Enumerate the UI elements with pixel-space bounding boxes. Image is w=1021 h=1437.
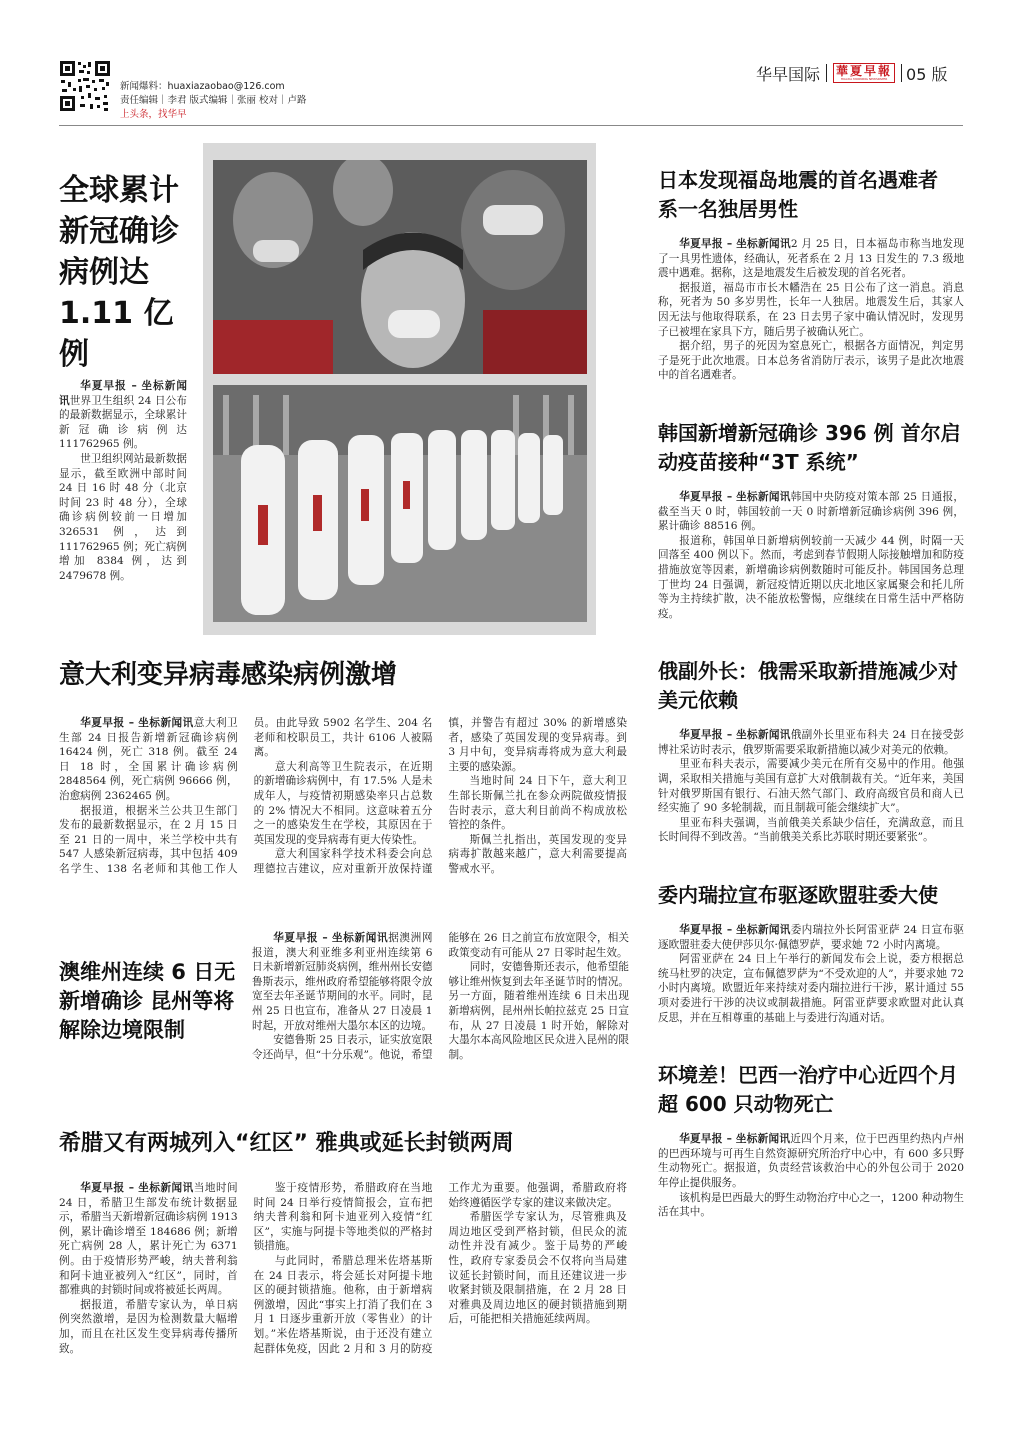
article-korea-body: 华夏早报 – 坐标新闻讯韩国中央防疫对策本部 25 日通报，截至当天 0 时，韩国较前一天 0 时新增新冠确诊病例 396 例，累计确诊 88516 例。 报道称，韩国单日新增病例较前一天减少 44 例，时隔一天回落至 400 例以下。然而，考虑到春节假期人际接触增加和防疫措施放宽等因素，新增确诊病例数随时可能反扑。韩国国务总理丁世均 24 日强调，新冠疫情近期以庆北地区家属聚会和托儿所等为主持续扩散，决不能放松警惕，应继续在日常生活中严格防疫。: [658, 490, 964, 620]
hotline-email: 新闻爆料：huaxiazaobao@126.com: [120, 81, 285, 92]
crowd-masked-woman-photo: [213, 160, 587, 374]
article-victoria-body: 华夏早报 – 坐标新闻讯据澳洲网报道，澳大利亚维多利亚州连续第 6 日未新增新冠肺炎病例，维州州长安德鲁斯表示，维州政府希望能够将限令放宽至去年圣诞节期间的水平。同时，昆州 25 日也宣布，准备从 27 日凌晨 1 时起，开放对维州大墨尔本区的边境。 安德鲁斯 25 日表示，证实放宽限令还尚早，但“十分乐观”。他说，希望能够在 26 日之前宣布放宽限令，相关政策变动有可能从 27 日零时起生效。 同时，安德鲁斯还表示，他希望能够让维州恢复到去年圣诞节时的情况。另一方面，随着维州连续 6 日未出现新增病例，昆州州长帕拉兹克 25 日宣布，从 27 日凌晨 1 时开始，解除对大墨尔本高风险地区民众进入昆州的限制。: [252, 932, 629, 1061]
paragraph: 安德鲁斯 25 日表示，证实放宽限令还尚早，但“十分乐观”。他说，希望能够在 26 日之前宣布放宽限令，相关政策变动有可能从 27 日零时起生效。: [252, 932, 629, 1061]
paragraph: 该机构是巴西最大的野生动物治疗中心之一，1200 种动物生活在其中。: [658, 1191, 964, 1219]
paragraph: 里亚布科夫表示，需要减少美元在所有交易中的作用。他强调，采取相关措施与美国有意扩大对俄制裁有关。“近年来，美国针对俄罗斯国有银行、石油天然气部门、政府高级官员和商人已经实施了 90 多轮制裁，而且制裁可能会继续扩大”。: [658, 758, 964, 815]
headline-russia: 俄副外长：俄需采取新措施减少对美元依赖: [658, 659, 958, 713]
paragraph: 据报道，根据米兰公共卫生部门发布的最新数据显示，在 2 月 15 日至 21 日的一周中，米兰学校中共有 547 人感染新冠病毒，其中包括 409 名学生、138 名老师和其他工作人员。由此导致 5902 名学生、204 名老师和校职员工，共计 6106 人被隔离。: [59, 717, 433, 875]
article-greece-body: 华夏早报 – 坐标新闻讯当地时间 24 日，希腊卫生部发布统计数据显示，希腊当天新增新冠确诊病例 1913 例，累计确诊增至 184686 例；新增死亡病例 28 人，累计死亡为 6371 例。由于疫情形势严峻，纳夫普利翁和阿卡迪亚被列入“红区”，同时，首都雅典的封锁时间或将被延长两周。 据报道，希腊专家认为，单日病例突然激增，是因为检测数量大幅增加，而且在社区发生变异病毒传播所致。 鉴于疫情形势，希腊政府在当地时间 24 日举行疫情简报会，宣布把纳夫普利翁和阿卡迪亚列入疫情“红区”，实施与阿提卡等地类似的严格封锁措施。 与此同时，希腊总理米佐塔基斯在 24 日表示，将会延长对阿提卡地区的硬封锁措施。他称，由于新增病例激增，因此“事实上打消了我们在 3 月 1 日逐步重新开放（零售业）的计划。”米佐塔基斯说，由于还没有建立起群体免疫，因此 2 月和 3 月的防疫工作尤为重要。他强调，希腊政府将始终遵循医学专家的建议来做决定。 希腊医学专家认为，尽管雅典及周边地区受到严格封锁，但民众的流动性并没有减少。鉴于局势的严峻性，政府专家委员会不仅将向当局建议延长封锁时间，而且还建议进一步收紧封锁及限制措施，在 2 月 28 日对雅典及周边地区的硬封锁措施到期后，可能把相关措施延续两周。: [59, 1182, 627, 1355]
headline-victoria: 澳维州连续 6 日无新增确诊 昆州等将解除边境限制: [59, 960, 236, 1042]
paragraph: 据报道，福岛市市长木幡浩在 25 日公布了这一消息。消息称，死者为 50 多岁男性，长年一人独居。地震发生后，其家人因无法与他取得联系，在 23 日去男子家中确认情况时，发现男子已被埋在家具下方，随后男子被确认死亡。: [658, 281, 964, 338]
editor-credits: 责任编辑｜李君 版式编辑｜张丽 校对｜卢路: [120, 95, 307, 106]
paragraph: 据报道，希腊专家认为，单日病例突然激增，是因为检测数量大幅增加，而且在社区发生变异病毒传播所致。: [59, 1298, 238, 1355]
paragraph: 当地时间 24 日下午，意大利卫生部长斯佩兰扎在参众两院做疫情报告时表示，意大利目前尚不构成放松管控的条件。: [448, 775, 627, 832]
paragraph: 鉴于疫情形势，希腊政府在当地时间 24 日举行疫情简报会，宣布把纳夫普利翁和阿卡迪亚列入疫情“红区”，实施与阿提卡等地类似的严格封锁措施。: [253, 1182, 433, 1253]
headline-greece: 希腊又有两城列入“红区” 雅典或延长封锁两周: [59, 1131, 514, 1156]
paragraph: 意大利国家科学技术科委会向总理德拉吉建议，应对重新开放保持谨慎，并警告有超过 30% 的新增感染者，感染了英国发现的变异病毒。到 3 月中旬，变异病毒将成为意大利最主要的感染源。: [253, 717, 627, 875]
article-global-body: 华夏早报 – 坐标新闻讯世界卫生组织 24 日公布的最新数据显示，全球累计新冠确诊病例达 111762965 例。 世卫组织网站最新数据显示，截至欧洲中部时间 24 日 16 时 48 分（北京时间 23 时 48 分），全球确诊病例较前一日增加 326531 例，达到 111762965 例；死亡病例增加 8384 例，达到 2479678 例。: [59, 380, 187, 582]
paragraph: 同时，安德鲁斯还表示，他希望能够让维州恢复到去年圣诞节时的情况。另一方面，随着维州连续 6 日未出现新增病例，昆州州长帕拉兹克 25 日宣布，从 27 日凌晨 1 时开始，解除对大墨尔本高风险地区民众进入昆州的限制。: [448, 961, 629, 1061]
article-lead: 华夏早报 – 坐标新闻讯: [80, 717, 194, 729]
masthead-logo: 華夏早報 HUAXIA MORNING NEWSPAPER: [833, 63, 895, 83]
article-lead: 华夏早报 – 坐标新闻讯: [679, 729, 791, 742]
header-divider: [901, 64, 902, 82]
paragraph: 与此同时，希腊总理米佐塔基斯在 24 日表示，将会延长对阿提卡地区的硬封锁措施。他称，由于新增病例激增，因此“事实上打消了我们在 3 月 1 日逐步重新开放（零售业）的计划。”米佐塔基斯说，由于还没有建立起群体免疫，因此 2 月和 3 月的防疫工作尤为重要。他强调，希腊政府将始终遵循医学专家的建议来做决定。: [253, 1182, 627, 1355]
paragraph: 里亚布科夫强调，当前俄美关系缺少信任，充满敌意，而且长时间得不到改善。“当前俄美关系比苏联时期还要紧张”。: [658, 816, 964, 844]
article-japan-body: 华夏早报 – 坐标新闻讯2 月 25 日，日本福岛市称当地发现了一具男性遗体，经确认，死者系在 2 月 13 日发生的 7.3 级地震中遇难。据称，这是地震发生后被发现的首名死者。 据报道，福岛市市长木幡浩在 25 日公布了这一消息。消息称，死者为 50 多岁男性，长年一人独居。地震发生后，其家人因无法与他取得联系，在 23 日去男子家中确认情况时，发现男子已被埋在家具下方，随后男子被确认死亡。 据介绍，男子的死因为窒息死亡，根据各方面情况，判定男子是死于此次地震。日本总务省消防厅表示，该男子是此次地震中的首名遇难者。: [658, 238, 964, 382]
headline-venezuela: 委内瑞拉宣布驱逐欧盟驻委大使: [658, 883, 938, 908]
article-lead: 华夏早报 – 坐标新闻讯: [679, 1133, 791, 1146]
headline-japan: 日本发现福岛地震的首名遇难者 系一名独居男性: [658, 168, 938, 221]
headline-brazil: 环境差！巴西一治疗中心近四个月超 600 只动物死亡: [658, 1063, 958, 1117]
headline-korea: 韩国新增新冠确诊 396 例 首尔启动疫苗接种“3T 系统”: [658, 420, 961, 474]
headline-italy: 意大利变异病毒感染病例激增: [59, 660, 398, 690]
right-column: [658, 166, 964, 1220]
paragraph: 意大利高等卫生院表示，在近期的新增确诊病例中，有 17.5% 人是未成年人，与疫情初期感染率只占总数的 2% 情况大不相同。这意味着五分之一的感染发生在学校，其原因在于英国发现的变异病毒有更大传染性。: [253, 760, 433, 846]
header-rule: [59, 125, 963, 126]
article-lead: 华夏早报 – 坐标新闻讯: [679, 490, 791, 503]
article-lead: 华夏早报 – 坐标新闻讯: [679, 238, 791, 250]
article-russia-body: 华夏早报 – 坐标新闻讯俄副外长里亚布科夫 24 日在接受彭博社采访时表示，俄罗斯需要采取新措施以减少对美元的依赖。 里亚布科夫表示，需要减少美元在所有交易中的作用。他强调，采取相关措施与美国有意扩大对俄制裁有关。“近年来，美国针对俄罗斯国有银行、石油天然气部门、政府高级官员和商人已经实施了 90 多轮制裁，而且制裁可能会继续扩大”。 里亚布科夫强调，当前俄美关系缺少信任，充满敌意，而且长时间得不到改善。“当前俄美关系比苏联时期还要紧张”。: [658, 729, 964, 844]
paragraph: 希腊医学专家认为，尽管雅典及周边地区受到严格封锁，但民众的流动性并没有减少。鉴于局势的严峻性，政府专家委员会不仅将向当局建议延长封锁时间，而且还建议进一步收紧封锁及限制措施，在 2 月 28 日对雅典及周边地区的硬封锁措施到期后，可能把相关措施延续两周。: [448, 1211, 627, 1326]
article-lead: 华夏早报 – 坐标新闻讯: [80, 1182, 194, 1194]
slogan: 上头条，找华早: [120, 109, 187, 120]
paragraph: 世卫组织网站最新数据显示，截至欧洲中部时间 24 日 16 时 48 分（北京时间 23 时 48 分），全球确诊病例较前一日增加 326531 例，达到 111762965 例；死亡病例增加 8384 例，达到 2479678 例。: [59, 452, 187, 582]
qr-code-icon: [59, 60, 111, 112]
article-lead: 华夏早报 – 坐标新闻讯: [273, 932, 389, 944]
protective-suits-workers-photo: [213, 385, 587, 622]
paragraph: 报道称，韩国单日新增病例较前一天减少 44 例，时隔一天回落至 400 例以下。然而，考虑到春节假期人际接触增加和防疫措施放宽等因素，新增确诊病例数随时可能反扑。韩国国务总理丁世均 24 日强调，新冠疫情近期以庆北地区家属聚会和托儿所等为主持续扩散，决不能放松警惕，应继续在日常生活中严格防疫。: [658, 534, 964, 620]
paragraph: 据介绍，男子的死因为窒息死亡，根据各方面情况，判定男子是死于此次地震。日本总务省消防厅表示，该男子是此次地震中的首名遇难者。: [658, 340, 964, 382]
page-number: 05 版: [906, 64, 948, 84]
article-lead: 华夏早报 – 坐标新闻讯: [59, 380, 187, 407]
paragraph: 阿雷亚萨在 24 日上午举行的新闻发布会上说，委方根据总统马杜罗的决定，宣布佩德罗萨为“不受欢迎的人”，并要求她 72 小时内离境。欧盟近年来持续对委内瑞拉进行干涉，累计通过 55 项对委进行干涉的决议或制裁措施。阿雷亚萨要求欧盟对此认真反思，并在互相尊重的基础上与委进行沟通对话。: [658, 953, 964, 1024]
article-lead: 华夏早报 – 坐标新闻讯: [679, 924, 791, 937]
article-brazil-body: 华夏早报 – 坐标新闻讯近四个月来，位于巴西里约热内卢州的巴西环境与可再生自然资源研究所治疗中心中，有 600 多只野生动物死亡。据报道，负责经营该救治中心的外包公司于 2020 年停止提供服务。 该机构是巴西最大的野生动物治疗中心之一，1200 种动物生活在其中。: [658, 1133, 964, 1219]
article-venezuela-body: 华夏早报 – 坐标新闻讯委内瑞拉外长阿雷亚萨 24 日宣布驱逐欧盟驻委大使伊莎贝尔·佩德罗萨，要求她 72 小时内离境。 阿雷亚萨在 24 日上午举行的新闻发布会上说，委方根据总统马杜罗的决定，宣布佩德罗萨为“不受欢迎的人”，并要求她 72 小时内离境。欧盟近年来持续对委内瑞拉进行干涉，累计通过 55 项对委进行干涉的决议或制裁措施。阿雷亚萨要求欧盟对此认真反思，并在互相尊重的基础上与委进行沟通对话。: [658, 924, 964, 1024]
header-divider: [826, 64, 827, 82]
section-name: 华早国际: [756, 64, 821, 84]
headline-global: 全球累计新冠确诊病例达 1.11 亿例: [59, 173, 179, 372]
article-italy-body: 华夏早报 – 坐标新闻讯意大利卫生部 24 日报告新增新冠确诊病例 16424 例，死亡 318 例。截至 24 日 18 时，全国累计确诊病例 2848564 例，死亡病例 96666 例，治愈病例 2362465 例。 据报道，根据米兰公共卫生部门发布的最新数据显示，在 2 月 15 日至 21 日的一周中，米兰学校中共有 547 人感染新冠病毒，其中包括 409 名学生、138 名老师和其他工作人员。由此导致 5902 名学生、204 名老师和校职员工，共计 6106 人被隔离。 意大利高等卫生院表示，在近期的新增确诊病例中，有 17.5% 人是未成年人，与疫情初期感染率只占总数的 2% 情况大不相同。这意味着五分之一的感染发生在学校，其原因在于英国发现的变异病毒有更大传染性。 意大利国家科学技术科委会向总理德拉吉建议，应对重新开放保持谨慎，并警告有超过 30% 的新增感染者，感染了英国发现的变异病毒。到 3 月中旬，变异病毒将成为意大利最主要的感染源。 当地时间 24 日下午，意大利卫生部长斯佩兰扎在参众两院做疫情报告时表示，意大利目前尚不构成放松管控的条件。 斯佩兰扎指出，英国发现的变异病毒扩散越来越广，意大利需要提高警戒水平。: [59, 717, 627, 875]
paragraph: 斯佩兰扎指出，英国发现的变异病毒扩散越来越广，意大利需要提高警戒水平。: [448, 833, 627, 875]
